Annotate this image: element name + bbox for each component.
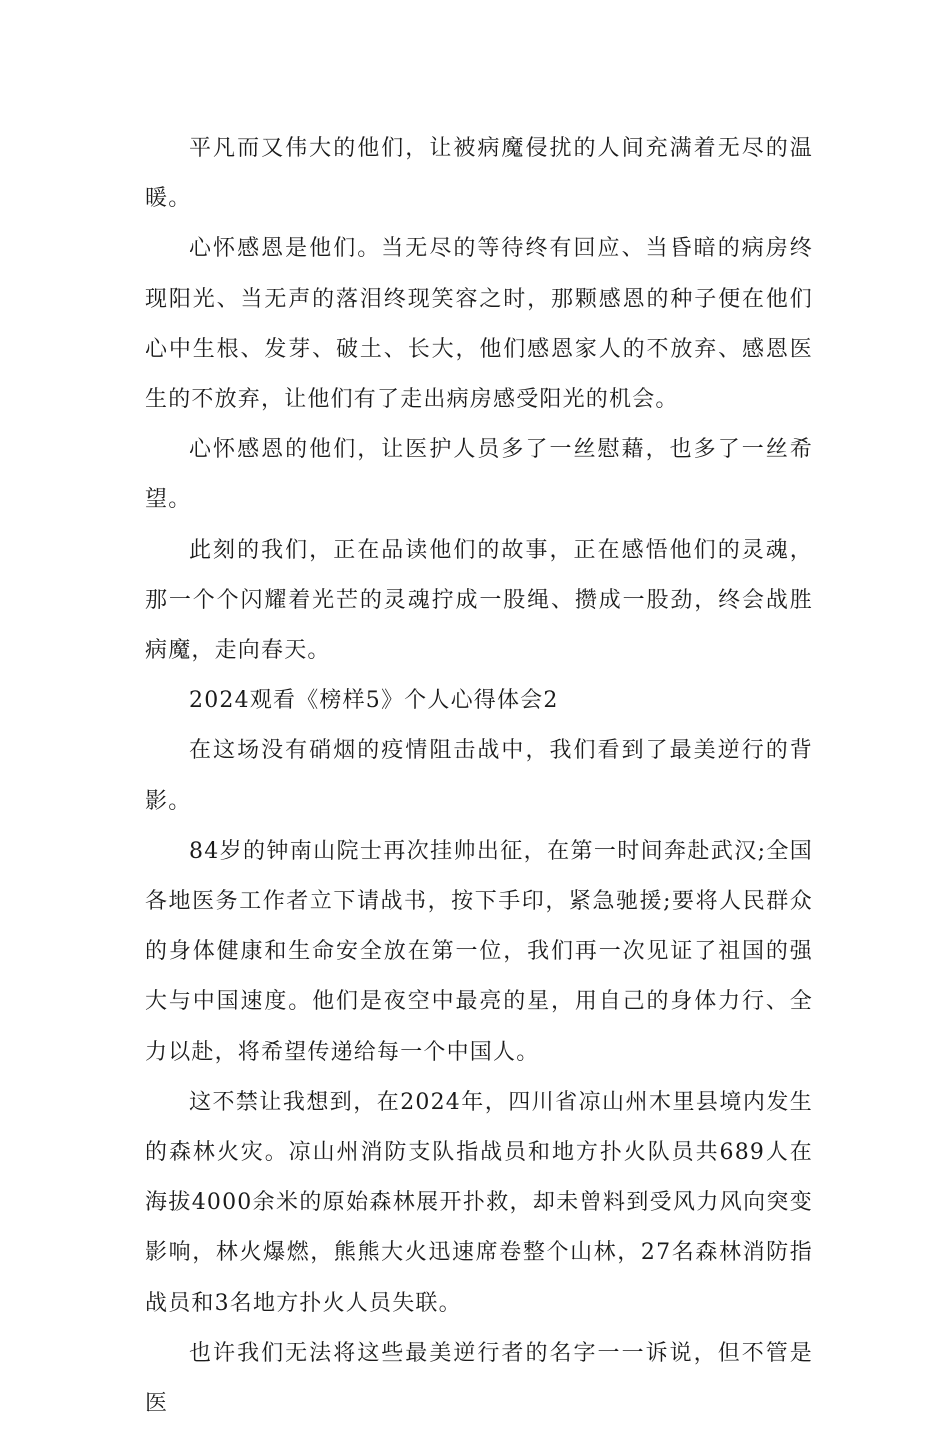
paragraph: 也许我们无法将这些最美逆行者的名字一一诉说，但不管是医 xyxy=(145,1340,813,1417)
paragraph: 在这场没有硝烟的疫情阻击战中，我们看到了最美逆行的背影。 xyxy=(145,738,813,814)
paragraph: 心怀感恩的他们，让医护人员多了一丝慰藉，也多了一丝希望。 xyxy=(145,437,813,513)
section-heading: 2024观看《榜样5》个人心得体会2 xyxy=(189,688,559,714)
paragraph: 84岁的钟南山院士再次挂帅出征，在第一时间奔赴武汉;全国各地医务工作者立下请战书，按下手印，紧急驰援;要将人民群众的身体健康和生命安全放在第一位，我们再一次见证了祖国的强大与中国速度。他们是夜空中最亮的星，用自己的身体力行、全力以赴，将希望传递给每一个中国人。 xyxy=(145,838,813,1065)
paragraph: 心怀感恩是他们。当无尽的等待终有回应、当昏暗的病房终现阳光、当无声的落泪终现笑容之时，那颗感恩的种子便在他们心中生根、发芽、破土、长大，他们感恩家人的不放弃、感恩医生的不放弃，让他们有了走出病房感受阳光的机会。 xyxy=(145,236,813,413)
document-body xyxy=(145,124,813,1429)
paragraph: 此刻的我们，正在品读他们的故事，正在感悟他们的灵魂，那一个个闪耀着光芒的灵魂拧成一股绳、攒成一股劲，终会战胜病魔，走向春天。 xyxy=(145,537,813,664)
paragraph: 平凡而又伟大的他们，让被病魔侵扰的人间充满着无尽的温暖。 xyxy=(145,136,813,212)
paragraph: 这不禁让我想到，在2024年，四川省凉山州木里县境内发生的森林火灾。凉山州消防支队指战员和地方扑火队员共689人在海拔4000余米的原始森林展开扑救，却未曾料到受风力风向突变影响，林火爆燃，熊熊大火迅速席卷整个山林，27名森林消防指战员和3名地方扑火人员失联。 xyxy=(145,1089,813,1316)
